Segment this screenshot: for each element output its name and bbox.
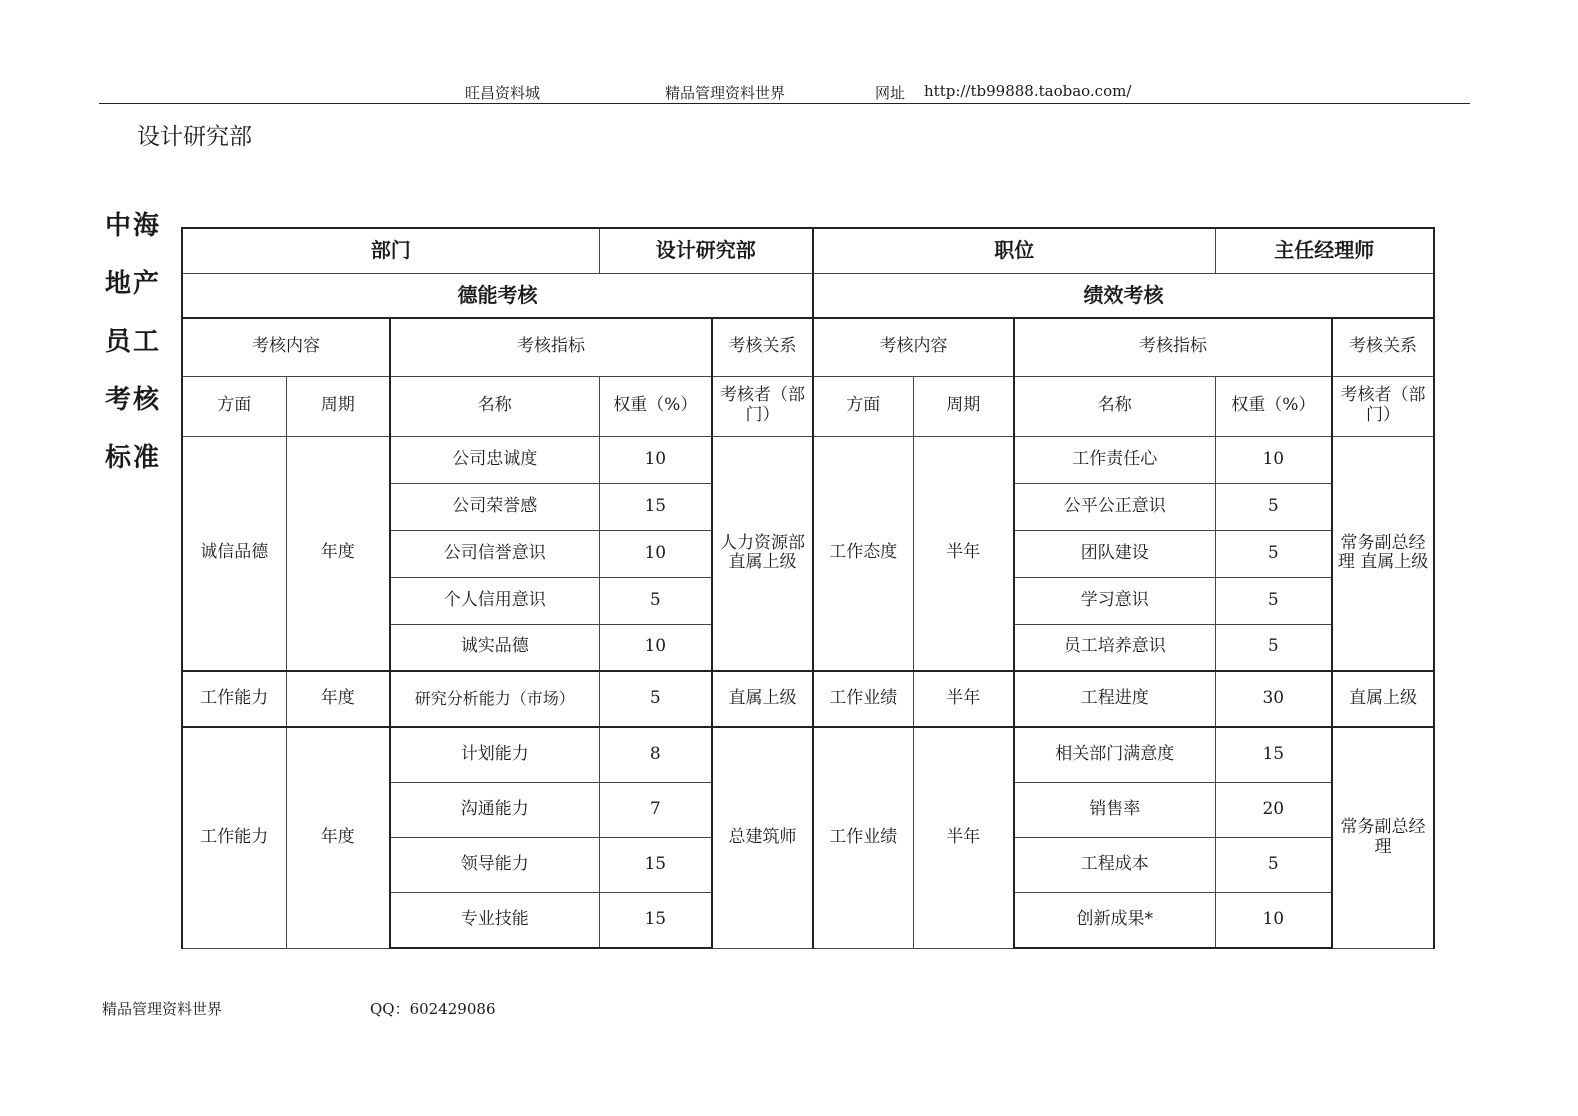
b3-perf-item-weight: 5 xyxy=(1215,837,1332,892)
b1-ethics-item-name: 个人信用意识 xyxy=(390,577,599,624)
b1-ethics-item-weight: 10 xyxy=(599,530,712,577)
perf-col-aspect: 方面 xyxy=(813,376,913,436)
header-url-label: 网址 xyxy=(875,84,906,102)
b2-perf-cycle: 半年 xyxy=(913,671,1014,727)
ethics-col-name: 名称 xyxy=(390,376,599,436)
b3-perf-item-weight: 10 xyxy=(1215,892,1332,948)
header-url: http://tb99888.taobao.com/ xyxy=(924,82,1132,100)
b1-ethics-item-weight: 10 xyxy=(599,436,712,483)
b3-ethics-assessor: 总建筑师 xyxy=(712,727,813,948)
header-rule xyxy=(99,103,1470,104)
b3-ethics-item-weight: 7 xyxy=(599,782,712,837)
b2-perf-assessor: 直属上级 xyxy=(1332,671,1434,727)
dept-label: 部门 xyxy=(182,228,599,273)
perf-col-indicator: 考核指标 xyxy=(1014,318,1332,376)
b1-perf-item-name: 学习意识 xyxy=(1014,577,1215,624)
b1-ethics-item-weight: 15 xyxy=(599,483,712,530)
b2-ethics-item-weight: 5 xyxy=(599,671,712,727)
ethics-col-content: 考核内容 xyxy=(182,318,390,376)
b1-ethics-item-weight: 10 xyxy=(599,624,712,671)
b1-ethics-aspect: 诚信品德 xyxy=(182,436,286,671)
footer-left: 精品管理资料世界 xyxy=(102,1000,223,1018)
b2-ethics-aspect: 工作能力 xyxy=(182,671,286,727)
b1-ethics-item-name: 公司信誉意识 xyxy=(390,530,599,577)
department-title: 设计研究部 xyxy=(137,124,252,150)
b3-ethics-aspect: 工作能力 xyxy=(182,727,286,948)
b3-perf-item-name: 创新成果* xyxy=(1014,892,1215,948)
b1-perf-item-name: 团队建设 xyxy=(1014,530,1215,577)
side-title-1: 中海 xyxy=(105,211,162,241)
b1-ethics-item-name: 公司荣誉感 xyxy=(390,483,599,530)
ethics-col-weight: 权重（%） xyxy=(599,376,712,436)
b3-ethics-cycle: 年度 xyxy=(286,727,390,948)
b3-ethics-item-name: 领导能力 xyxy=(390,837,599,892)
performance-section-title: 绩效考核 xyxy=(813,273,1434,318)
side-title-4: 考核 xyxy=(105,385,162,415)
position-label: 职位 xyxy=(813,228,1215,273)
b3-ethics-item-name: 专业技能 xyxy=(390,892,599,948)
perf-col-relation: 考核关系 xyxy=(1332,318,1434,376)
ethics-col-assessor: 考核者（部门） xyxy=(712,376,813,436)
b1-perf-item-name: 公平公正意识 xyxy=(1014,483,1215,530)
ethics-col-cycle: 周期 xyxy=(286,376,390,436)
b2-perf-item-name: 工程进度 xyxy=(1014,671,1215,727)
dept-value: 设计研究部 xyxy=(599,228,813,273)
b3-ethics-item-weight: 15 xyxy=(599,837,712,892)
b1-perf-cycle: 半年 xyxy=(913,436,1014,671)
b3-perf-cycle: 半年 xyxy=(913,727,1014,948)
b1-ethics-item-weight: 5 xyxy=(599,577,712,624)
b1-perf-item-weight: 5 xyxy=(1215,530,1332,577)
b3-ethics-item-weight: 15 xyxy=(599,892,712,948)
header-slogan: 精品管理资料世界 xyxy=(665,84,786,102)
b1-perf-item-weight: 5 xyxy=(1215,577,1332,624)
ethics-section-title: 德能考核 xyxy=(182,273,813,318)
b3-perf-aspect: 工作业绩 xyxy=(813,727,913,948)
perf-col-assessor: 考核者（部门） xyxy=(1332,376,1434,436)
footer-qq: QQ：602429086 xyxy=(370,1000,496,1018)
b3-perf-item-name: 相关部门满意度 xyxy=(1014,727,1215,782)
b1-perf-item-weight: 5 xyxy=(1215,624,1332,671)
side-title-2: 地产 xyxy=(105,269,162,299)
header-store: 旺昌资料城 xyxy=(465,84,541,102)
b3-perf-assessor: 常务副总经理 xyxy=(1332,727,1434,948)
b2-perf-item-weight: 30 xyxy=(1215,671,1332,727)
b3-perf-item-weight: 20 xyxy=(1215,782,1332,837)
b1-ethics-item-name: 诚实品德 xyxy=(390,624,599,671)
b3-ethics-item-name: 沟通能力 xyxy=(390,782,599,837)
b3-ethics-item-weight: 8 xyxy=(599,727,712,782)
b1-perf-item-weight: 5 xyxy=(1215,483,1332,530)
assessment-table xyxy=(181,227,1435,949)
perf-col-cycle: 周期 xyxy=(913,376,1014,436)
b1-ethics-item-name: 公司忠诚度 xyxy=(390,436,599,483)
ethics-col-indicator: 考核指标 xyxy=(390,318,712,376)
b1-perf-item-weight: 10 xyxy=(1215,436,1332,483)
b2-ethics-assessor: 直属上级 xyxy=(712,671,813,727)
b1-perf-aspect: 工作态度 xyxy=(813,436,913,671)
b2-ethics-cycle: 年度 xyxy=(286,671,390,727)
perf-col-weight: 权重（%） xyxy=(1215,376,1332,436)
ethics-col-aspect: 方面 xyxy=(182,376,286,436)
perf-col-content: 考核内容 xyxy=(813,318,1014,376)
b1-perf-item-name: 工作责任心 xyxy=(1014,436,1215,483)
b1-perf-item-name: 员工培养意识 xyxy=(1014,624,1215,671)
b3-ethics-item-name: 计划能力 xyxy=(390,727,599,782)
b1-perf-assessor: 常务副总经理 直属上级 xyxy=(1332,436,1434,671)
perf-col-name: 名称 xyxy=(1014,376,1215,436)
position-value: 主任经理师 xyxy=(1215,228,1434,273)
b2-ethics-item-name: 研究分析能力（市场） xyxy=(390,671,599,727)
side-title-5: 标准 xyxy=(105,443,162,473)
b1-ethics-assessor: 人力资源部 直属上级 xyxy=(712,436,813,671)
b3-perf-item-weight: 15 xyxy=(1215,727,1332,782)
b3-perf-item-name: 销售率 xyxy=(1014,782,1215,837)
b1-ethics-cycle: 年度 xyxy=(286,436,390,671)
b3-perf-item-name: 工程成本 xyxy=(1014,837,1215,892)
side-title-3: 员工 xyxy=(105,327,162,357)
ethics-col-relation: 考核关系 xyxy=(712,318,813,376)
b2-perf-aspect: 工作业绩 xyxy=(813,671,913,727)
